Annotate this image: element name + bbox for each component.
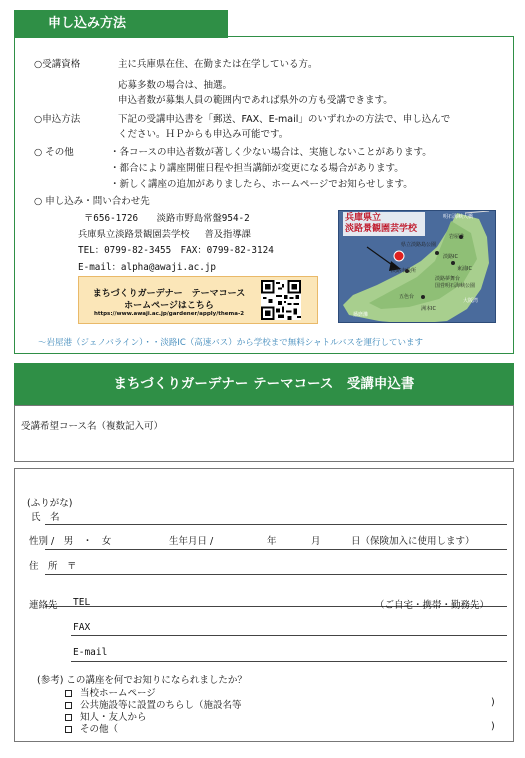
map-label: 大阪湾 xyxy=(463,298,479,304)
option-homepage[interactable]: 当校ホームページ xyxy=(65,685,156,699)
year-label: 年 xyxy=(267,536,277,547)
eligibility-line: 申込者数が募集人員の範囲内であれば県外の方も受講できます。 xyxy=(118,95,393,106)
address-line: 〒656-1726 淡路市野島常盤954-2 xyxy=(84,213,250,224)
checkbox-icon[interactable] xyxy=(65,726,72,733)
name-label: 氏 名 xyxy=(31,512,60,523)
other-line: ・都合により講座開催日程や担当講師が変更になる場合があります。 xyxy=(110,163,404,174)
eligibility-label: ○受講資格 xyxy=(34,59,81,70)
applicant-box xyxy=(14,468,514,742)
map-label: 洲本IC xyxy=(421,306,436,312)
method-line: 下記の受講申込書を「郵送、FAX、E-mail」のいずれかの方法で、申し込んで xyxy=(118,114,451,125)
checkbox-icon[interactable] xyxy=(65,702,72,709)
homepage-banner[interactable] xyxy=(78,276,318,324)
map-label: 播磨灘 xyxy=(353,312,369,318)
gender-label: 性別 / 男 ・ 女 xyxy=(29,536,112,547)
access-map xyxy=(338,210,496,323)
banner-title: まちづくりガーデナー テーマコース xyxy=(92,289,246,299)
fax-underline xyxy=(71,635,507,636)
tel-fax-line: TEL：0799-82-3455 FAX：0799-82-3124 xyxy=(78,245,274,256)
method-line: ください。ＨＰからも申込み可能です。 xyxy=(118,129,289,140)
banner-subtitle: ホームページはこちら xyxy=(124,301,214,311)
map-label: 国営明石海峡公園 xyxy=(435,283,476,289)
eligibility-line: 主に兵庫県在住、在勤または在学している方。 xyxy=(118,59,318,70)
paren-close: ) xyxy=(491,697,495,708)
map-label: 淡路夢舞台 xyxy=(435,276,461,282)
fax-label: FAX xyxy=(73,622,91,633)
option-flyer[interactable]: 公共施設等に設置のちらし（施設名等 xyxy=(65,697,242,711)
course-box xyxy=(14,405,514,462)
map-label: 岩屋港 xyxy=(449,234,465,240)
shuttle-bus-notice: ～岩屋港（ジェノバライン）・・淡路IC（高速バス）から学校まで無料シャトルバスを運行しています xyxy=(38,338,423,348)
option-friend[interactable]: 知人・友人から xyxy=(65,709,147,723)
map-label: 淡路市役所 xyxy=(391,268,417,274)
other-line: ・新しく講座の追加がありましたら、ホームページでお知らせします。 xyxy=(110,179,413,190)
email-label: E-mail xyxy=(73,647,108,658)
day-label: 日（保険加入に使用します） xyxy=(351,536,475,547)
email-line: E-mail：alpha@awaji.ac.jp xyxy=(78,262,217,273)
tel-note: （ご自宅・携帯・勤務先） xyxy=(375,600,490,611)
reference-question: (参考) この講座を何でお知りになられましたか？ xyxy=(37,675,247,686)
map-title: 兵庫県立 淡路景観園芸学校 xyxy=(343,212,425,236)
address-line: 兵庫県立淡路景観園芸学校 普及指導課 xyxy=(78,229,251,240)
map-label: 明石海峡大橋 xyxy=(443,214,474,220)
month-label: 月 xyxy=(311,536,321,547)
map-label: 東浦IC xyxy=(457,266,472,272)
name-underline xyxy=(45,524,507,525)
other-label: ○ その他 xyxy=(34,147,74,158)
banner-url[interactable]: https://www.awaji.ac.jp/gardener/apply/thema-2 xyxy=(93,311,245,317)
address-underline xyxy=(45,574,507,575)
email-underline xyxy=(71,661,507,662)
contact-label: ○ 申し込み・問い合わせ先 xyxy=(34,196,150,207)
map-label: 県立淡路島公園 xyxy=(401,242,437,248)
checkbox-icon[interactable] xyxy=(65,714,72,721)
map-label: 五色台 xyxy=(399,294,415,300)
checkbox-icon[interactable] xyxy=(65,690,72,697)
gender-underline xyxy=(45,549,507,550)
form-title: まちづくりガーデナー テーマコース 受講申込書 xyxy=(14,363,514,405)
tel-label: TEL xyxy=(73,597,91,608)
furigana-label: (ふりがな) xyxy=(27,498,73,509)
birthdate-label: 生年月日 / xyxy=(169,536,214,547)
eligibility-line: 応募多数の場合は、抽選。 xyxy=(118,80,233,91)
other-line: ・各コースの申込者数が著しく少ない場合は、実施しないことがあります。 xyxy=(110,147,432,158)
course-label: 受講希望コース名（複数記入可） xyxy=(21,421,164,432)
address-label: 住 所 〒 xyxy=(29,561,77,572)
option-other[interactable]: その他（ xyxy=(65,721,118,735)
method-label: ○申込方法 xyxy=(34,114,81,125)
section-title: 申し込み方法 xyxy=(14,10,228,38)
qr-code-icon[interactable] xyxy=(261,280,301,320)
paren-close: ) xyxy=(491,721,495,732)
map-label: 淡路IC xyxy=(443,254,458,260)
contact-label: 連絡先 xyxy=(29,600,58,611)
